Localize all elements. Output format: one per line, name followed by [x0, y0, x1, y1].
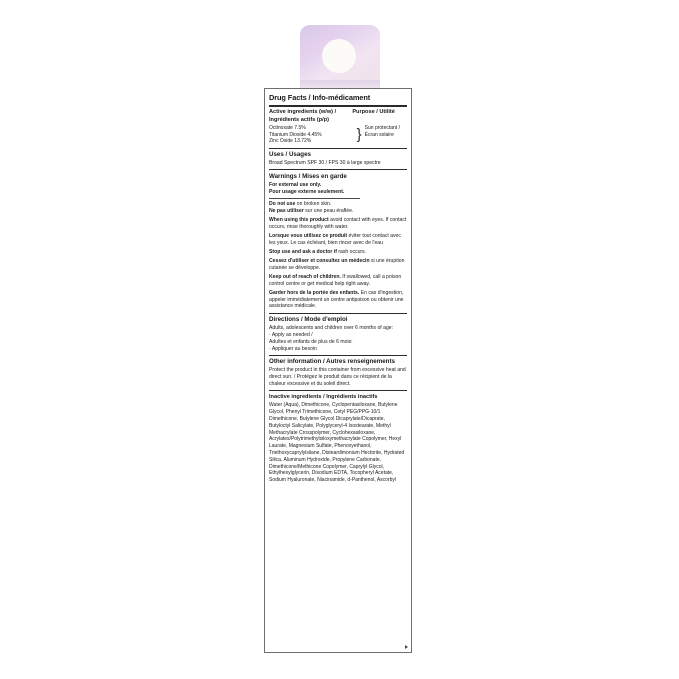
divider — [269, 169, 407, 170]
cap-dot-icon — [322, 39, 356, 73]
active-ingredients-label: Active ingredients (w/w) / Ingrédients actifs (p/p) — [269, 109, 337, 123]
drug-facts-panel — [264, 88, 412, 653]
warning-rest: If swallowed, call a poison control centre or get medical help right away. — [269, 274, 402, 287]
list-item: Octinoxate 7.5% — [269, 125, 306, 132]
warning-bold: Cessez d'utiliser et consultez un médecin — [269, 258, 370, 265]
divider — [269, 390, 407, 391]
other-information-body: Protect the product in this container from excessive heat and direct sun. / Protégez le produit dans ce récipient de la chaleur excessive et du soleil direct. — [269, 367, 406, 387]
warning-rest: éviter tout contact avec les yeux. Le cas échéant, bien rincer avec de l'eau — [269, 232, 401, 246]
other-information-heading: Other information / Autres renseignements — [269, 358, 395, 366]
divider — [269, 148, 407, 149]
brace-icon: } — [356, 126, 362, 144]
warning-bold: Do not use — [269, 201, 296, 208]
divider — [269, 355, 407, 356]
divider — [269, 313, 407, 314]
inactive-ingredients-heading: Inactive ingredients / Ingrédients inactifs — [269, 393, 378, 400]
warning-bold: Lorsque vous utilisez ce produit — [269, 232, 348, 239]
active-ingredients-body — [269, 125, 407, 145]
warning-rest: si une éruption cutanée se développe. — [269, 258, 405, 271]
directions-bullet: · Apply as needed / — [269, 332, 313, 339]
warning-bold: Keep out of reach of children. — [269, 274, 341, 281]
panel-title: Drug Facts / Info-médicament — [269, 93, 371, 102]
continuation-arrow-icon — [405, 645, 408, 649]
list-item: Titanium Dioxide 4.45% — [269, 131, 322, 138]
warning-rest: En cas d'ingestion, appeler immédiatement un centre antipoison ou obtenir une assistance médicale. — [269, 290, 404, 310]
warnings-heading: Warnings / Mises en garde — [269, 172, 347, 180]
warning-bold: For external use only. — [269, 182, 322, 189]
warning-rest: avoid contact with eyes. If contact occurs, rinse thoroughly with water. — [269, 217, 407, 230]
list-item: Zinc Oxide 13.72% — [269, 138, 312, 145]
warning-rest: sur une peau éraflée. — [303, 207, 354, 214]
uses-body: Broad Spectrum SPF 30 / FPS 30 à large spectre — [269, 160, 381, 167]
active-ingredients-list — [269, 125, 354, 145]
purpose-value — [365, 125, 407, 138]
active-ingredients-heading — [269, 109, 407, 124]
directions-bullet: · Appliquer au besoin — [269, 345, 317, 352]
directions-heading: Directions / Mode d'emploi — [269, 316, 348, 324]
directions-bullet: Adultes et enfants de plus de 6 mois: — [269, 338, 353, 345]
sunscreen-cap-icon — [300, 25, 380, 87]
uses-heading: Uses / Usages — [269, 151, 311, 159]
warning-bold: When using this product — [269, 217, 329, 224]
purpose-line: Écran solaire — [364, 131, 394, 138]
warning-rest: on broken skin. — [295, 201, 332, 208]
warning-bold: Stop use and ask a doctor if — [269, 248, 337, 255]
directions-intro: Adults, adolescents and children over 6 months of age: — [269, 325, 394, 332]
warning-bold: Ne pas utiliser — [269, 207, 304, 214]
divider — [269, 198, 360, 199]
divider — [269, 105, 407, 107]
purpose-line: Sun protectant / — [364, 125, 400, 132]
warning-bold: Pour usage externe seulement. — [269, 188, 345, 195]
warning-bold: Garder hors de la portée des enfants. — [269, 290, 360, 297]
warning-rest: rash occurs. — [336, 248, 367, 255]
purpose-label: Purpose / Utilité — [352, 109, 395, 116]
inactive-ingredients-body: Water (Aqua), Dimethicone, Cyclopentasiloxane, Butylene Glycol, Phenyl Trimethicone, Cetyl PEG/PPG-10/1 Dimethicone, Butylene Glycol Dicaprylate/Dicaprate, Butyloctyl Salicylate, Polyglyceryl-4 Isostearate, Methyl Methacrylate Crosspolymer, Cyclohexasiloxane, Acrylates/Polytrimethylsiloxymethacrylate Copolymer, Hexyl Laurate, Magnesium Sulfate, Phenoxyethanol, Triethoxycaprylylsilane, Disteardimonium Hectorite, Hydrated Silica, Aluminum Hydroxide, Propylene Carbonate, Dimethicone/Methicone Copolymer, Caprylyl Glycol, Ethylhexylglycerin, Disodium EDTA, Tocopheryl Acetate, Sodium Hyaluronate, Niacinamide, d-Panthenol, Ascorbyl — [269, 402, 405, 484]
